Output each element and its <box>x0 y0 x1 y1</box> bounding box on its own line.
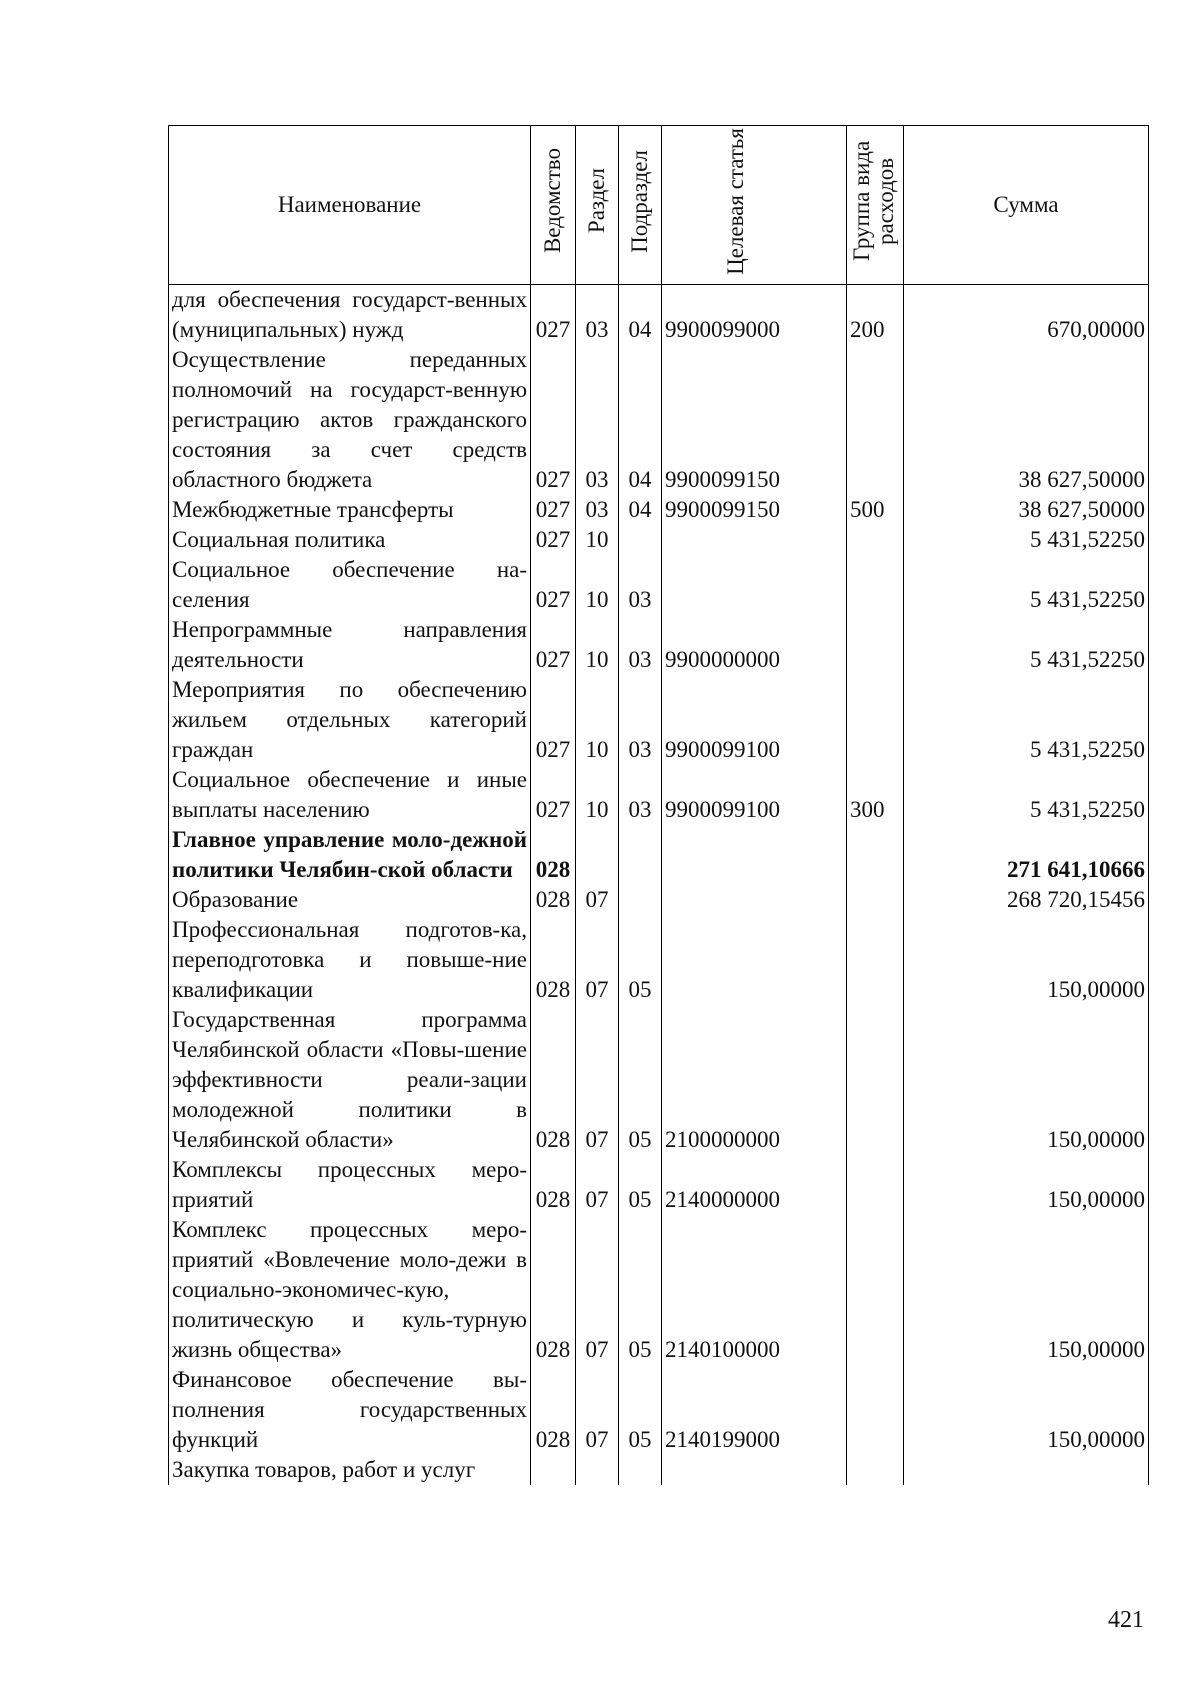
cell-summa: 268 720,15456 <box>904 885 1149 915</box>
cell-celevaya <box>662 1455 847 1485</box>
cell-gruppa <box>847 345 904 495</box>
cell-vedomstvo: 027 <box>531 675 576 765</box>
cell-vedomstvo: 028 <box>531 1005 576 1155</box>
cell-celevaya: 2140199000 <box>662 1365 847 1455</box>
cell-vedomstvo: 027 <box>531 765 576 825</box>
table-row <box>169 885 1149 915</box>
cell-razdel: 10 <box>576 525 619 555</box>
cell-podrazdel: 05 <box>619 1005 662 1155</box>
cell-gruppa <box>847 555 904 615</box>
table-row <box>169 1215 1149 1365</box>
cell-name: Профессиональная подготов-ка, переподготовка и повыше-ние квалификации <box>169 915 531 1005</box>
cell-gruppa <box>847 1455 904 1485</box>
table-row <box>169 345 1149 495</box>
cell-gruppa <box>847 1365 904 1455</box>
cell-vedomstvo: 027 <box>531 525 576 555</box>
cell-summa: 38 627,50000 <box>904 345 1149 495</box>
cell-name: Финансовое обеспечение вы-полнения государственных функций <box>169 1365 531 1455</box>
cell-podrazdel: 03 <box>619 675 662 765</box>
cell-gruppa <box>847 1215 904 1365</box>
cell-vedomstvo: 027 <box>531 285 576 346</box>
cell-name: Комплексы процессных меро-приятий <box>169 1155 531 1215</box>
cell-razdel: 07 <box>576 1155 619 1215</box>
cell-celevaya <box>662 885 847 915</box>
header-vedomstvo: Ведомство <box>531 126 576 285</box>
cell-podrazdel: 04 <box>619 345 662 495</box>
header-razdel: Раздел <box>576 126 619 285</box>
cell-vedomstvo: 028 <box>531 825 576 885</box>
table-row <box>169 765 1149 825</box>
cell-razdel: 10 <box>576 615 619 675</box>
header-gruppa: Группа вида расходов <box>847 126 904 285</box>
cell-celevaya: 9900099150 <box>662 345 847 495</box>
header-podrazdel: Подраздел <box>619 126 662 285</box>
cell-gruppa <box>847 1005 904 1155</box>
cell-razdel: 07 <box>576 1005 619 1155</box>
table-row <box>169 1365 1149 1455</box>
cell-podrazdel: 04 <box>619 285 662 346</box>
header-celevaya: Целевая статья <box>662 126 847 285</box>
cell-podrazdel: 05 <box>619 1215 662 1365</box>
table-row <box>169 615 1149 675</box>
cell-summa: 271 641,10666 <box>904 825 1149 885</box>
cell-name: Социальная политика <box>169 525 531 555</box>
cell-name: Комплекс процессных меро-приятий «Вовлечение моло-дежи в социально-экономичес-кую, политическую и куль-турную жизнь общества» <box>169 1215 531 1365</box>
cell-gruppa <box>847 1155 904 1215</box>
cell-podrazdel: 05 <box>619 915 662 1005</box>
cell-podrazdel: 05 <box>619 1155 662 1215</box>
cell-razdel: 03 <box>576 495 619 525</box>
table-header <box>169 126 1149 285</box>
cell-vedomstvo: 028 <box>531 1365 576 1455</box>
cell-gruppa <box>847 885 904 915</box>
cell-celevaya: 9900099100 <box>662 675 847 765</box>
cell-celevaya <box>662 555 847 615</box>
cell-name: для обеспечения государст-венных (муниципальных) нужд <box>169 285 531 346</box>
cell-celevaya: 9900099000 <box>662 285 847 346</box>
cell-name: Закупка товаров, работ и услуг <box>169 1455 531 1485</box>
cell-podrazdel: 05 <box>619 1365 662 1455</box>
page-number: 421 <box>1108 1607 1144 1633</box>
cell-razdel: 07 <box>576 1215 619 1365</box>
cell-celevaya: 9900099100 <box>662 765 847 825</box>
cell-razdel <box>576 825 619 885</box>
cell-celevaya <box>662 915 847 1005</box>
cell-summa: 5 431,52250 <box>904 525 1149 555</box>
cell-vedomstvo: 027 <box>531 345 576 495</box>
cell-name: Социальное обеспечение на-селения <box>169 555 531 615</box>
cell-celevaya: 2140000000 <box>662 1155 847 1215</box>
cell-vedomstvo: 028 <box>531 1155 576 1215</box>
cell-gruppa: 300 <box>847 765 904 825</box>
cell-podrazdel: 03 <box>619 765 662 825</box>
header-name: Наименование <box>169 126 531 285</box>
cell-celevaya: 9900099150 <box>662 495 847 525</box>
cell-summa <box>904 1455 1149 1485</box>
cell-gruppa <box>847 675 904 765</box>
cell-podrazdel <box>619 1455 662 1485</box>
cell-vedomstvo: 028 <box>531 915 576 1005</box>
cell-razdel: 03 <box>576 285 619 346</box>
cell-razdel: 07 <box>576 915 619 1005</box>
cell-gruppa <box>847 525 904 555</box>
cell-summa: 5 431,52250 <box>904 765 1149 825</box>
cell-podrazdel: 04 <box>619 495 662 525</box>
cell-name: Осуществление переданных полномочий на государст-венную регистрацию актов гражданского состояния за счет средств областного бюджета <box>169 345 531 495</box>
table-row <box>169 1455 1149 1485</box>
cell-name: Главное управление моло-дежной политики Челябин-ской области <box>169 825 531 885</box>
cell-vedomstvo: 027 <box>531 615 576 675</box>
cell-summa: 5 431,52250 <box>904 555 1149 615</box>
budget-table <box>168 125 1149 1485</box>
cell-summa: 150,00000 <box>904 915 1149 1005</box>
cell-gruppa <box>847 825 904 885</box>
cell-vedomstvo: 028 <box>531 1215 576 1365</box>
cell-celevaya: 2140100000 <box>662 1215 847 1365</box>
table-row <box>169 1005 1149 1155</box>
table-row <box>169 825 1149 885</box>
cell-podrazdel <box>619 525 662 555</box>
cell-razdel: 10 <box>576 555 619 615</box>
cell-name: Мероприятия по обеспечению жильем отдельных категорий граждан <box>169 675 531 765</box>
cell-name: Государственная программа Челябинской области «Повы-шение эффективности реали-зации молодежной политики в Челябинской области» <box>169 1005 531 1155</box>
cell-podrazdel: 03 <box>619 615 662 675</box>
cell-podrazdel: 03 <box>619 555 662 615</box>
cell-vedomstvo: 028 <box>531 885 576 915</box>
table-row <box>169 495 1149 525</box>
table-row <box>169 555 1149 615</box>
cell-razdel: 03 <box>576 345 619 495</box>
cell-razdel: 10 <box>576 765 619 825</box>
cell-celevaya: 2100000000 <box>662 1005 847 1155</box>
cell-gruppa: 500 <box>847 495 904 525</box>
table-row <box>169 675 1149 765</box>
cell-summa: 5 431,52250 <box>904 675 1149 765</box>
cell-razdel <box>576 1455 619 1485</box>
cell-gruppa <box>847 615 904 675</box>
cell-summa: 5 431,52250 <box>904 615 1149 675</box>
cell-summa: 150,00000 <box>904 1365 1149 1455</box>
cell-summa: 150,00000 <box>904 1215 1149 1365</box>
cell-podrazdel <box>619 825 662 885</box>
cell-name: Непрограммные направления деятельности <box>169 615 531 675</box>
cell-podrazdel <box>619 885 662 915</box>
cell-vedomstvo: 027 <box>531 555 576 615</box>
table-row <box>169 285 1149 346</box>
table-row <box>169 915 1149 1005</box>
cell-summa: 38 627,50000 <box>904 495 1149 525</box>
header-summa: Сумма <box>904 126 1149 285</box>
cell-gruppa: 200 <box>847 285 904 346</box>
cell-celevaya: 9900000000 <box>662 615 847 675</box>
cell-razdel: 07 <box>576 1365 619 1455</box>
cell-vedomstvo: 027 <box>531 495 576 525</box>
table-row <box>169 525 1149 555</box>
cell-razdel: 10 <box>576 675 619 765</box>
cell-name: Социальное обеспечение и иные выплаты населению <box>169 765 531 825</box>
table-row <box>169 1155 1149 1215</box>
cell-vedomstvo <box>531 1455 576 1485</box>
cell-gruppa <box>847 915 904 1005</box>
cell-celevaya <box>662 525 847 555</box>
cell-celevaya <box>662 825 847 885</box>
cell-name: Межбюджетные трансферты <box>169 495 531 525</box>
cell-summa: 150,00000 <box>904 1155 1149 1215</box>
cell-summa: 150,00000 <box>904 1005 1149 1155</box>
cell-razdel: 07 <box>576 885 619 915</box>
cell-summa: 670,00000 <box>904 285 1149 346</box>
cell-name: Образование <box>169 885 531 915</box>
